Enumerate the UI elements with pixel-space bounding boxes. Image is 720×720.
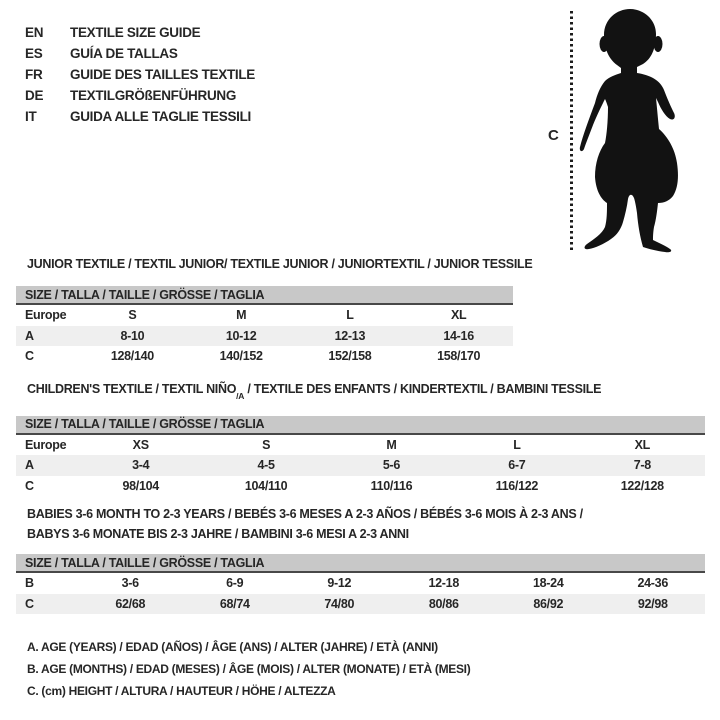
size-cell: 116/122 (495, 478, 539, 493)
table-row (16, 304, 513, 326)
language-row (25, 106, 255, 127)
size-cell: 12-18 (428, 576, 459, 591)
size-cell: 98/104 (122, 478, 159, 493)
size-cell: 14-16 (404, 326, 513, 347)
row-label-cell: C (25, 478, 34, 493)
size-cell: 6-9 (226, 576, 244, 591)
footnote-a: A. AGE (YEARS) / EDAD (AÑOS) / ÂGE (ANS) / ALTER (JAHRE) / ETÀ (ANNI) (27, 640, 438, 654)
children-table-section (16, 382, 705, 496)
size-cell: 92/98 (601, 594, 706, 615)
size-table (16, 416, 705, 497)
size-cell: 6-7 (454, 455, 579, 476)
table-row (16, 594, 705, 615)
table-row (16, 434, 705, 456)
size-cell: M (386, 437, 397, 452)
size-cell: 5-6 (329, 455, 454, 476)
language-code: IT (25, 109, 37, 124)
size-cell: 10-12 (187, 326, 296, 347)
table-row (16, 476, 705, 497)
table-row (16, 572, 705, 594)
size-cell: 80/86 (392, 594, 497, 615)
size-cell: XL (450, 308, 467, 323)
size-cell: 68/74 (183, 594, 288, 615)
language-row (25, 64, 255, 85)
language-title: GUÍA DE TALLAS (70, 46, 178, 61)
size-cell: M (236, 308, 247, 323)
table-row (16, 455, 705, 476)
language-title: GUIDE DES TAILLES TEXTILE (70, 67, 256, 82)
language-title: TEXTILGRÖßENFÜHRUNG (70, 88, 237, 103)
row-label-cell: B (25, 576, 34, 591)
size-table (16, 554, 705, 614)
row-label-cell: C (16, 594, 78, 615)
footnotes (27, 636, 470, 702)
size-cell: 24-36 (637, 576, 668, 591)
size-cell: L (513, 437, 521, 452)
size-cell: S (262, 437, 271, 452)
size-cell: S (128, 308, 137, 323)
footnote-c: C. (cm) HEIGHT / ALTURA / HAUTEUR / HÖHE / ALTEZZA (27, 684, 336, 698)
size-cell: XL (634, 437, 650, 452)
size-cell: 152/158 (328, 349, 372, 364)
row-label-cell: C (25, 349, 34, 364)
size-cell: 9-12 (327, 576, 352, 591)
row-label-cell: Europe (25, 308, 67, 323)
table-title: CHILDREN'S TEXTILE / TEXTIL $NIÑO_{/A}$ / TEXTILE DES ENFANTS / KINDERTEXTIL / BAMBINI TESSILE (27, 382, 602, 401)
language-code: FR (25, 67, 43, 82)
size-cell: 3-4 (78, 455, 203, 476)
table-row (16, 346, 513, 367)
row-label-cell: Europe (25, 437, 67, 452)
language-row (25, 85, 255, 106)
size-cell: 140/152 (219, 349, 263, 364)
size-cell: 110/116 (370, 478, 413, 493)
size-cell: 158/170 (437, 349, 481, 364)
language-row (25, 22, 255, 43)
babies-table-section (16, 504, 705, 614)
language-title: GUIDA ALLE TAGLIE TESSILI (70, 109, 251, 124)
size-cell: 128/140 (110, 349, 154, 364)
size-cell: L (346, 308, 354, 323)
table-title: BABIES 3-6 MONTH TO 2-3 YEARS / BEBÉS 3-6 MESES A 2-3 AÑOS / BÉBÉS 3-6 MOIS À 2-3 ANS / BABYS 3-6 MONATE BIS 2-3 JAHRE / BAMBINI 3-6 MESI A 2-3 ANNI (27, 507, 583, 541)
junior-table-section (16, 257, 533, 367)
size-cell: 74/80 (287, 594, 392, 615)
size-cell: XS (132, 437, 149, 452)
child-silhouette (577, 7, 684, 253)
size-cell: 104/110 (244, 478, 288, 493)
size-cell: 62/68 (78, 594, 183, 615)
language-row (25, 43, 255, 64)
footnote-b: B. AGE (MONTHS) / EDAD (MESES) / ÂGE (MOIS) / ALTER (MONATE) / ETÀ (MESI) (27, 662, 471, 676)
size-cell: 86/92 (496, 594, 601, 615)
size-cell: 12-13 (296, 326, 405, 347)
language-code: DE (25, 88, 44, 103)
language-title: TEXTILE SIZE GUIDE (70, 25, 201, 40)
size-cell: 122/128 (620, 478, 664, 493)
size-cell: 18-24 (533, 576, 564, 591)
size-table (16, 286, 513, 367)
size-cell: 4-5 (203, 455, 328, 476)
height-measure-line (570, 11, 573, 252)
measure-label-c: C (548, 127, 559, 144)
size-cell: 7-8 (580, 455, 705, 476)
row-label-cell: A (16, 455, 78, 476)
language-code: ES (25, 46, 43, 61)
size-header: SIZE / TALLA / TAILLE / GRÖSSE / TAGLIA (16, 554, 705, 572)
row-label-cell: A (16, 326, 78, 347)
table-row (16, 326, 513, 347)
size-cell: 3-6 (121, 576, 139, 591)
size-cell: 8-10 (78, 326, 187, 347)
table-title: JUNIOR TEXTILE / TEXTIL JUNIOR/ TEXTILE JUNIOR / JUNIORTEXTIL / JUNIOR TESSILE (27, 257, 533, 271)
size-header: SIZE / TALLA / TAILLE / GRÖSSE / TAGLIA (16, 286, 513, 304)
language-code: EN (25, 25, 44, 40)
size-header: SIZE / TALLA / TAILLE / GRÖSSE / TAGLIA (16, 416, 705, 434)
language-list (25, 22, 255, 127)
